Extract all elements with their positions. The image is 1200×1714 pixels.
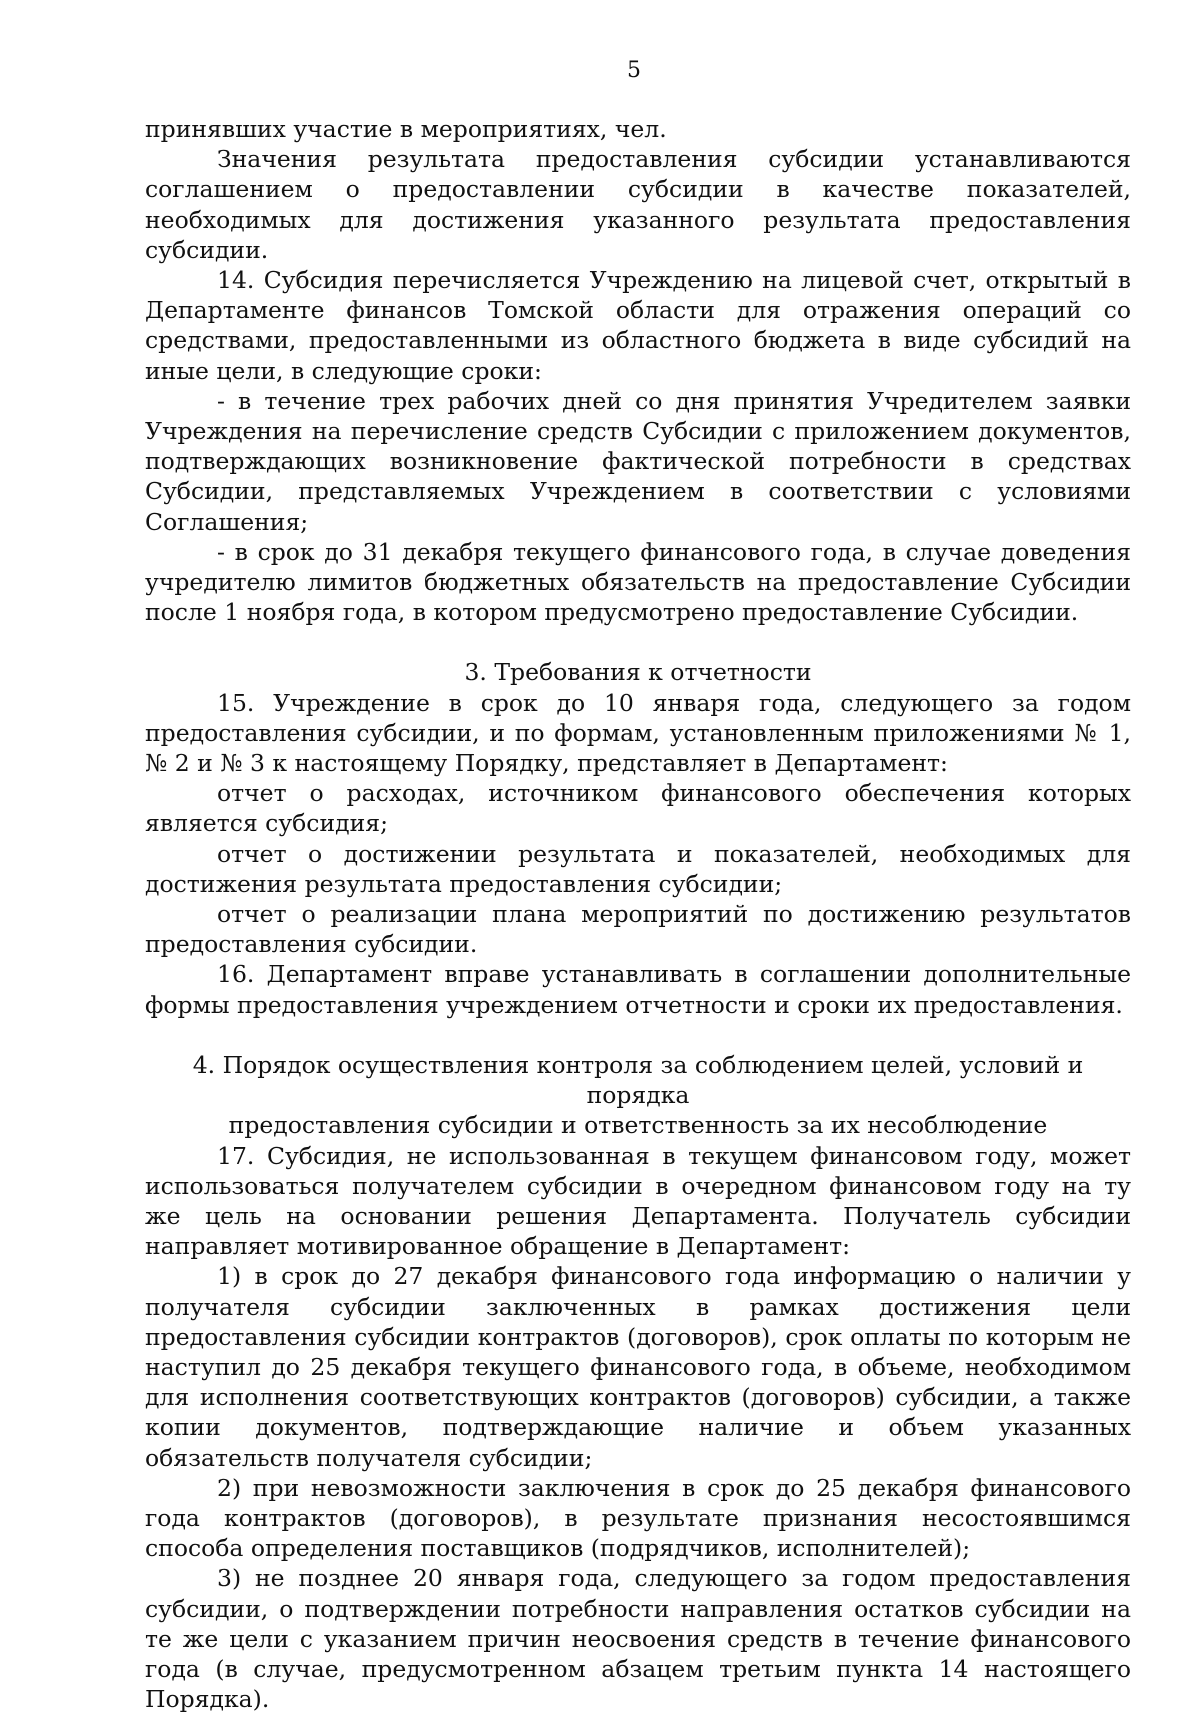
- paragraph: Значения результата предоставления субсидии устанавливаются соглашением о предоставлении субсидии в качестве показателей, необходимых для достижения указанного результата предоставления субсидии.: [145, 145, 1131, 264]
- list-item-numbered: 1) в срок до 27 декабря финансового года информацию о наличии у получателя субсидии заключенных в рамках достижения цели предоставления субсидии контрактов (договоров), срок оплаты по которым не наступил до 25 декабря текущего финансового года, в объеме, необходимом для исполнения соответствующих контрактов (договоров) субсидии, а также копии документов, подтверждающие наличие и объем указанных обязательств получателя субсидии;: [145, 1262, 1131, 1472]
- paragraph-item-17: 17. Субсидия, не использованная в текущем финансовом году, может использоваться получателем субсидии в очередном финансовом году на ту же цель на основании решения Департамента. Получатель субсидии направляет мотивированное обращение в Департамент:: [145, 1141, 1131, 1261]
- page-number: 5: [627, 58, 641, 83]
- paragraph: отчет о расходах, источником финансового обеспечения которых является субсидия;: [145, 779, 1131, 838]
- paragraph-item-16: 16. Департамент вправе устанавливать в соглашении дополнительные формы предоставления учреждением отчетности и сроки их предоставления.: [145, 960, 1131, 1019]
- spacer: [145, 1020, 1131, 1050]
- paragraph: отчет о реализации плана мероприятий по достижению результатов предоставления субсидии.: [145, 900, 1131, 959]
- section-heading-4-line2: предоставления субсидии и ответственность за их несоблюдение: [228, 1111, 1048, 1140]
- paragraph-item-14: 14. Субсидия перечисляется Учреждению на лицевой счет, открытый в Департаменте финансов Томской области для отражения операций со средствами, предоставленными из областного бюджета в виде субсидий на иные цели, в следующие сроки:: [145, 266, 1131, 385]
- document-body: [145, 114, 1131, 1714]
- list-item-dash: - в срок до 31 декабря текущего финансового года, в случае доведения учредителю лимитов бюджетных обязательств на предоставление Субсидии после 1 ноября года, в котором предусмотрено предоставление Субсидии.: [145, 537, 1131, 627]
- paragraph: отчет о достижении результата и показателей, необходимых для достижения результата предоставления субсидии;: [145, 839, 1131, 898]
- list-item-dash: - в течение трех рабочих дней со дня принятия Учредителем заявки Учреждения на перечисление средств Субсидии с приложением документов, подтверждающих возникновение фактической потребности в средствах Субсидии, представляемых Учреждением в соответствии с условиями Соглашения;: [145, 386, 1131, 536]
- section-heading-4-line1: 4. Порядок осуществления контроля за соблюдением целей, условий и порядка: [192, 1050, 1084, 1110]
- list-item-numbered: 3) не позднее 20 января года, следующего за годом предоставления субсидии, о подтверждении потребности направления остатков субсидии на те же цели с указанием причин неосвоения средств в течение финансового года (в случае, предусмотренном абзацем третьим пункта 14 настоящего Порядка).: [145, 1564, 1131, 1714]
- list-item-numbered: 2) при невозможности заключения в срок до 25 декабря финансового года контрактов (договоров), в результате признания несостоявшимся способа определения поставщиков (подрядчиков, исполнителей);: [145, 1473, 1131, 1563]
- paragraph: принявших участие в мероприятиях, чел.: [145, 115, 667, 143]
- section-heading-3: 3. Требования к отчетности: [464, 658, 812, 687]
- paragraph-item-15: 15. Учреждение в срок до 10 января года, следующего за годом предоставления субсидии, и по формам, установленным приложениями № 1, № 2 и № 3 к настоящему Порядку, представляет в Департамент:: [145, 688, 1131, 778]
- spacer: [145, 627, 1131, 657]
